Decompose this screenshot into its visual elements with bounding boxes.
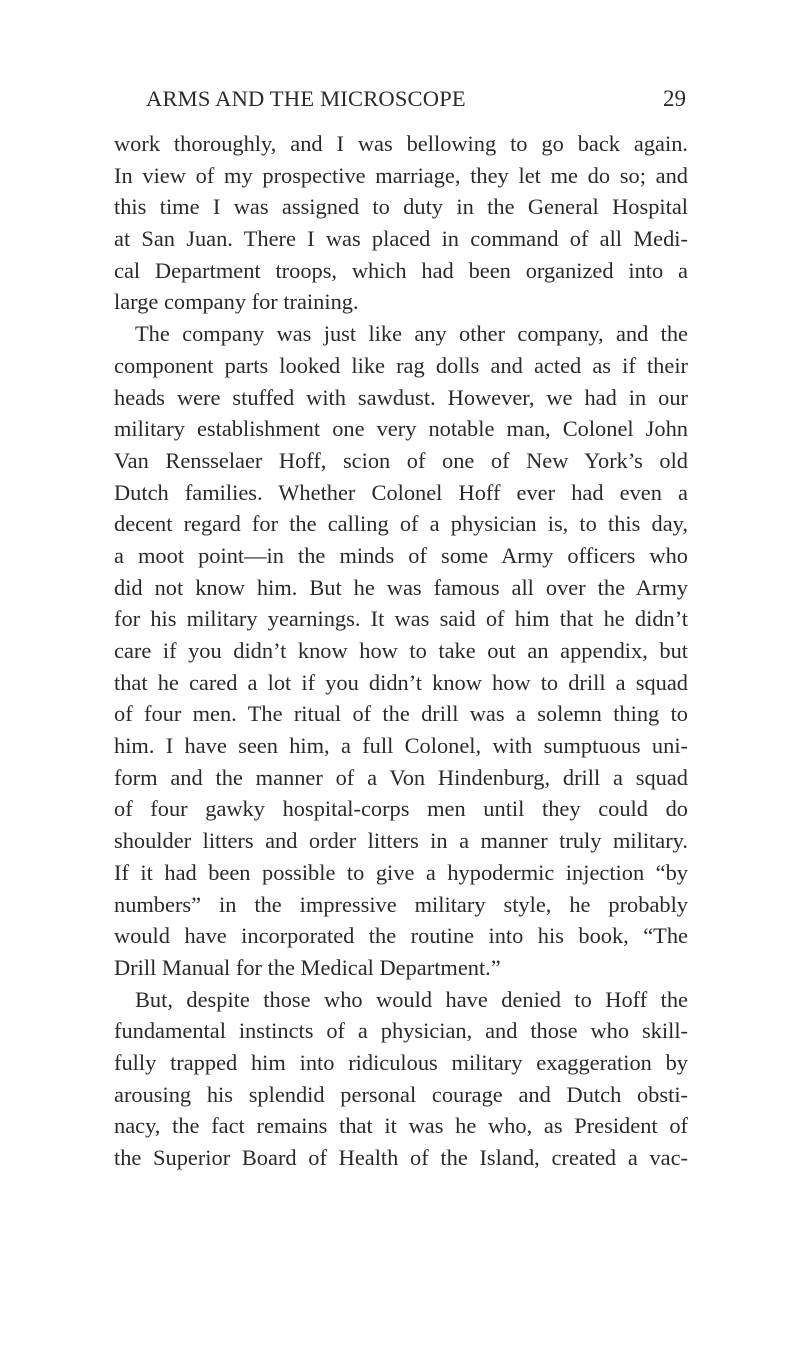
running-title: ARMS AND THE MICROSCOPE	[146, 86, 466, 111]
text-line: at San Juan. There I was placed in command of all Medi-	[114, 226, 688, 252]
text-line: form and the manner of a Von Hindenburg, drill a squad	[114, 764, 688, 790]
text-line: decent regard for the calling of a physician is, to this day,	[114, 511, 688, 537]
body-text	[114, 128, 688, 1174]
text-line: Van Rensselaer Hoff, scion of one of New York’s old	[114, 447, 688, 473]
text-line: Drill Manual for the Medical Department.”	[114, 954, 501, 980]
text-line: work thoroughly, and I was bellowing to go back again.	[114, 131, 688, 156]
text-line: care if you didn’t know how to take out an appendix, but	[114, 638, 688, 663]
text-line: If it had been possible to give a hypodermic injection “by	[114, 859, 688, 885]
text-line: arousing his splendid personal courage and Dutch obsti-	[114, 1081, 688, 1107]
running-header	[146, 86, 686, 114]
text-line: component parts looked like rag dolls and acted as if their	[114, 352, 688, 378]
text-line: that he cared a lot if you didn’t know how to drill a squad	[114, 669, 688, 695]
text-line: military establishment one very notable man, Colonel John	[114, 416, 688, 442]
text-line: fully trapped him into ridiculous military exaggeration by	[114, 1049, 688, 1075]
text-line: a moot point—in the minds of some Army officers who	[114, 542, 688, 568]
text-line: the Superior Board of Health of the Island, created a vac-	[114, 1145, 688, 1170]
text-line: for his military yearnings. It was said of him that he didn’t	[114, 606, 688, 632]
text-line: did not know him. But he was famous all over the Army	[114, 574, 688, 600]
text-line: of four gawky hospital-corps men until they could do	[114, 796, 688, 822]
text-line: fundamental instincts of a physician, and those who skill-	[114, 1018, 688, 1044]
text-line: would have incorporated the routine into his book, “The	[114, 923, 688, 949]
text-line: In view of my prospective marriage, they let me do so; and	[114, 162, 688, 188]
paragraph-first-line: But, despite those who would have denied to Hoff the	[135, 986, 688, 1012]
page-number: 29	[663, 86, 686, 111]
text-line: him. I have seen him, a full Colonel, with sumptuous uni-	[114, 733, 688, 759]
text-line: large company for training.	[114, 289, 359, 315]
text-line: this time I was assigned to duty in the General Hospital	[114, 194, 688, 220]
text-line: of four men. The ritual of the drill was a solemn thing to	[114, 701, 688, 727]
text-line: nacy, the fact remains that it was he who, as President of	[114, 1113, 688, 1139]
paragraph-first-line: The company was just like any other company, and the	[135, 321, 688, 347]
text-line: numbers” in the impressive military style, he probably	[114, 891, 688, 917]
text-line: heads were stuffed with sawdust. However, we had in our	[114, 384, 688, 410]
text-line: shoulder litters and order litters in a manner truly military.	[114, 828, 688, 854]
text-line: Dutch families. Whether Colonel Hoff ever had even a	[114, 479, 688, 505]
text-line: cal Department troops, which had been organized into a	[114, 257, 688, 283]
